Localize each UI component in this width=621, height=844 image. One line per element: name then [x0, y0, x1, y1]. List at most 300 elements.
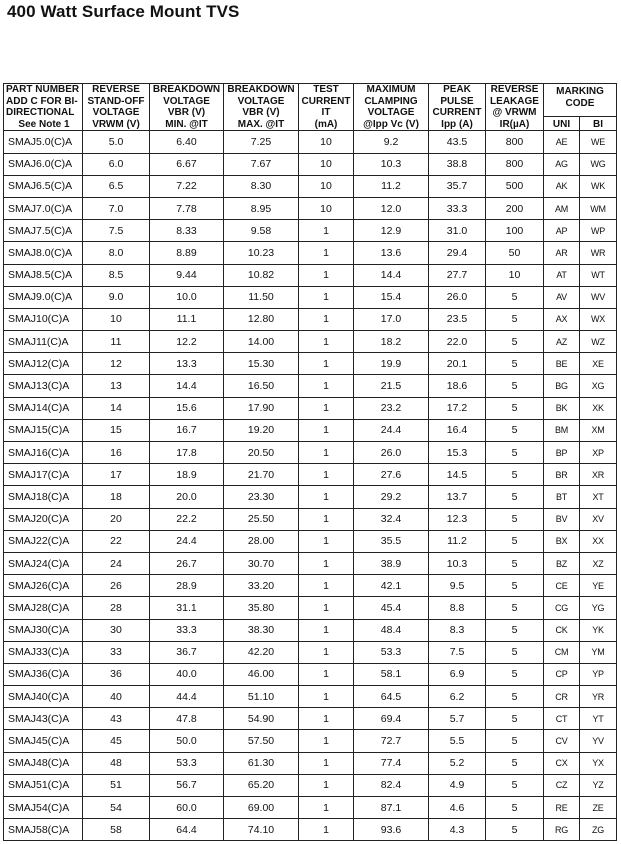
- breakdown-min-cell: 28.9: [150, 575, 224, 597]
- reverse-leakage-cell: 5: [486, 331, 544, 353]
- marking-bi-cell: WV: [580, 286, 617, 308]
- breakdown-min-cell: 22.2: [150, 508, 224, 530]
- marking-bi-cell: WG: [580, 153, 617, 175]
- breakdown-min-cell: 6.67: [150, 153, 224, 175]
- reverse-leakage-cell: 5: [486, 797, 544, 819]
- breakdown-max-cell: 69.00: [224, 797, 299, 819]
- header-line: VOLTAGE: [163, 95, 210, 107]
- test-current-cell: 1: [299, 264, 354, 286]
- peak-pulse-current-cell: 33.3: [429, 197, 486, 219]
- breakdown-min-cell: 17.8: [150, 442, 224, 464]
- breakdown-max-cell: 7.25: [224, 131, 299, 153]
- header-line: VRWM (V): [92, 118, 140, 130]
- breakdown-min-cell: 31.1: [150, 597, 224, 619]
- test-current-cell: 1: [299, 641, 354, 663]
- table-body: [4, 131, 617, 841]
- header-line: ADD C FOR BI-: [6, 95, 78, 107]
- reverse-leakage-cell: 10: [486, 264, 544, 286]
- peak-pulse-current-cell: 9.5: [429, 575, 486, 597]
- breakdown-max-cell: 8.95: [224, 197, 299, 219]
- breakdown-max-cell: 65.20: [224, 774, 299, 796]
- peak-pulse-current-cell: 22.0: [429, 331, 486, 353]
- table-row: [4, 308, 617, 330]
- marking-bi-cell: WK: [580, 175, 617, 197]
- clamping-voltage-cell: 14.4: [354, 264, 429, 286]
- marking-uni-cell: AV: [544, 286, 580, 308]
- standoff-voltage-cell: 43: [83, 708, 150, 730]
- test-current-cell: 10: [299, 131, 354, 153]
- test-current-cell: 1: [299, 552, 354, 574]
- clamping-voltage-cell: 38.9: [354, 552, 429, 574]
- marking-bi-cell: XV: [580, 508, 617, 530]
- clamping-voltage-cell: 29.2: [354, 486, 429, 508]
- clamping-voltage-cell: 53.3: [354, 641, 429, 663]
- clamping-voltage-cell: 45.4: [354, 597, 429, 619]
- marking-bi-cell: XP: [580, 442, 617, 464]
- header-marking-code: [544, 84, 617, 117]
- reverse-leakage-cell: 500: [486, 175, 544, 197]
- marking-uni-cell: BX: [544, 530, 580, 552]
- header-line: PART NUMBER: [6, 84, 80, 95]
- marking-bi-cell: XE: [580, 353, 617, 375]
- header-line: CODE: [565, 97, 595, 109]
- standoff-voltage-cell: 13: [83, 375, 150, 397]
- header-line: VOLTAGE: [367, 107, 415, 119]
- header-line: REVERSE: [490, 84, 539, 95]
- part-number-cell: SMAJ6.0(C)A: [4, 153, 83, 175]
- part-number-cell: SMAJ8.5(C)A: [4, 264, 83, 286]
- part-number-cell: SMAJ45(C)A: [4, 730, 83, 752]
- breakdown-min-cell: 16.7: [150, 419, 224, 441]
- clamping-voltage-cell: 23.2: [354, 397, 429, 419]
- part-number-cell: SMAJ36(C)A: [4, 663, 83, 685]
- marking-uni-cell: CT: [544, 708, 580, 730]
- table-row: [4, 663, 617, 685]
- part-number-cell: SMAJ22(C)A: [4, 530, 83, 552]
- test-current-cell: 1: [299, 331, 354, 353]
- peak-pulse-current-cell: 8.8: [429, 597, 486, 619]
- breakdown-max-cell: 42.20: [224, 641, 299, 663]
- breakdown-min-cell: 33.3: [150, 619, 224, 641]
- header-line: MIN. @IT: [165, 118, 208, 130]
- reverse-leakage-cell: 5: [486, 597, 544, 619]
- header-line: MAXIMUM: [366, 84, 416, 95]
- clamping-voltage-cell: 69.4: [354, 708, 429, 730]
- part-number-cell: SMAJ7.0(C)A: [4, 197, 83, 219]
- standoff-voltage-cell: 26: [83, 575, 150, 597]
- clamping-voltage-cell: 27.6: [354, 464, 429, 486]
- peak-pulse-current-cell: 20.1: [429, 353, 486, 375]
- header-breakdown-max: [224, 84, 299, 131]
- marking-uni-cell: RG: [544, 819, 580, 841]
- breakdown-min-cell: 9.44: [150, 264, 224, 286]
- standoff-voltage-cell: 14: [83, 397, 150, 419]
- table-row: [4, 220, 617, 242]
- header-peak-pulse-current: [429, 84, 486, 131]
- standoff-voltage-cell: 58: [83, 819, 150, 841]
- marking-bi-cell: YM: [580, 641, 617, 663]
- peak-pulse-current-cell: 5.2: [429, 752, 486, 774]
- breakdown-max-cell: 28.00: [224, 530, 299, 552]
- peak-pulse-current-cell: 26.0: [429, 286, 486, 308]
- marking-bi-cell: WP: [580, 220, 617, 242]
- standoff-voltage-cell: 30: [83, 619, 150, 641]
- marking-uni-cell: AE: [544, 131, 580, 153]
- part-number-cell: SMAJ12(C)A: [4, 353, 83, 375]
- reverse-leakage-cell: 5: [486, 442, 544, 464]
- tvs-spec-table: [3, 83, 617, 841]
- breakdown-max-cell: 11.50: [224, 286, 299, 308]
- marking-uni-cell: AP: [544, 220, 580, 242]
- standoff-voltage-cell: 7.0: [83, 197, 150, 219]
- test-current-cell: 1: [299, 686, 354, 708]
- clamping-voltage-cell: 93.6: [354, 819, 429, 841]
- breakdown-max-cell: 57.50: [224, 730, 299, 752]
- standoff-voltage-cell: 8.0: [83, 242, 150, 264]
- table-row: [4, 286, 617, 308]
- breakdown-max-cell: 16.50: [224, 375, 299, 397]
- header-line: @ VRWM: [492, 107, 537, 119]
- table-row: [4, 708, 617, 730]
- marking-bi-cell: XK: [580, 397, 617, 419]
- peak-pulse-current-cell: 35.7: [429, 175, 486, 197]
- reverse-leakage-cell: 5: [486, 486, 544, 508]
- standoff-voltage-cell: 6.0: [83, 153, 150, 175]
- table-row: [4, 530, 617, 552]
- standoff-voltage-cell: 28: [83, 597, 150, 619]
- reverse-leakage-cell: 800: [486, 131, 544, 153]
- standoff-voltage-cell: 7.5: [83, 220, 150, 242]
- header-line: Ipp (A): [441, 118, 473, 130]
- part-number-cell: SMAJ8.0(C)A: [4, 242, 83, 264]
- table-row: [4, 486, 617, 508]
- standoff-voltage-cell: 18: [83, 486, 150, 508]
- test-current-cell: 1: [299, 797, 354, 819]
- header-line: See Note 1: [18, 118, 70, 130]
- table-row: [4, 175, 617, 197]
- test-current-cell: 1: [299, 508, 354, 530]
- marking-bi-cell: YT: [580, 708, 617, 730]
- part-number-cell: SMAJ11(C)A: [4, 331, 83, 353]
- page-title: 400 Watt Surface Mount TVS: [7, 2, 240, 21]
- breakdown-max-cell: 17.90: [224, 397, 299, 419]
- clamping-voltage-cell: 17.0: [354, 308, 429, 330]
- peak-pulse-current-cell: 7.5: [429, 641, 486, 663]
- test-current-cell: 1: [299, 575, 354, 597]
- reverse-leakage-cell: 5: [486, 575, 544, 597]
- breakdown-max-cell: 33.20: [224, 575, 299, 597]
- reverse-leakage-cell: 100: [486, 220, 544, 242]
- header-breakdown-min: [150, 84, 224, 131]
- header-line: PULSE: [440, 95, 474, 107]
- table-row: [4, 508, 617, 530]
- test-current-cell: 1: [299, 464, 354, 486]
- test-current-cell: 1: [299, 730, 354, 752]
- table-row: [4, 331, 617, 353]
- standoff-voltage-cell: 54: [83, 797, 150, 819]
- clamping-voltage-cell: 12.9: [354, 220, 429, 242]
- part-number-cell: SMAJ58(C)A: [4, 819, 83, 841]
- breakdown-min-cell: 24.4: [150, 530, 224, 552]
- header-line: (mA): [314, 118, 338, 130]
- table-row: [4, 153, 617, 175]
- part-number-cell: SMAJ14(C)A: [4, 397, 83, 419]
- table-row: [4, 353, 617, 375]
- header-line: CURRENT: [301, 95, 351, 107]
- marking-bi-cell: WT: [580, 264, 617, 286]
- table-row: [4, 752, 617, 774]
- clamping-voltage-cell: 58.1: [354, 663, 429, 685]
- reverse-leakage-cell: 5: [486, 686, 544, 708]
- header-bi: BI: [580, 117, 617, 131]
- peak-pulse-current-cell: 11.2: [429, 530, 486, 552]
- reverse-leakage-cell: 5: [486, 419, 544, 441]
- standoff-voltage-cell: 15: [83, 419, 150, 441]
- breakdown-max-cell: 10.23: [224, 242, 299, 264]
- reverse-leakage-cell: 5: [486, 819, 544, 841]
- breakdown-max-cell: 12.80: [224, 308, 299, 330]
- breakdown-max-cell: 20.50: [224, 442, 299, 464]
- reverse-leakage-cell: 5: [486, 397, 544, 419]
- standoff-voltage-cell: 5.0: [83, 131, 150, 153]
- part-number-cell: SMAJ54(C)A: [4, 797, 83, 819]
- peak-pulse-current-cell: 14.5: [429, 464, 486, 486]
- table-row: [4, 575, 617, 597]
- marking-bi-cell: WM: [580, 197, 617, 219]
- table-row: [4, 730, 617, 752]
- breakdown-max-cell: 54.90: [224, 708, 299, 730]
- table-row: [4, 819, 617, 841]
- breakdown-min-cell: 47.8: [150, 708, 224, 730]
- clamping-voltage-cell: 82.4: [354, 774, 429, 796]
- marking-uni-cell: AX: [544, 308, 580, 330]
- part-number-cell: SMAJ9.0(C)A: [4, 286, 83, 308]
- marking-bi-cell: WE: [580, 131, 617, 153]
- header-line: TEST: [313, 84, 339, 95]
- part-number-cell: SMAJ16(C)A: [4, 442, 83, 464]
- table-row: [4, 797, 617, 819]
- breakdown-min-cell: 13.3: [150, 353, 224, 375]
- breakdown-min-cell: 8.89: [150, 242, 224, 264]
- marking-bi-cell: YG: [580, 597, 617, 619]
- header-line: VBR (V): [242, 107, 280, 119]
- peak-pulse-current-cell: 29.4: [429, 242, 486, 264]
- reverse-leakage-cell: 5: [486, 552, 544, 574]
- breakdown-max-cell: 19.20: [224, 419, 299, 441]
- marking-bi-cell: ZG: [580, 819, 617, 841]
- test-current-cell: 1: [299, 819, 354, 841]
- marking-uni-cell: BK: [544, 397, 580, 419]
- test-current-cell: 1: [299, 708, 354, 730]
- reverse-leakage-cell: 5: [486, 308, 544, 330]
- clamping-voltage-cell: 9.2: [354, 131, 429, 153]
- table-row: [4, 686, 617, 708]
- peak-pulse-current-cell: 13.7: [429, 486, 486, 508]
- reverse-leakage-cell: 800: [486, 153, 544, 175]
- breakdown-max-cell: 25.50: [224, 508, 299, 530]
- table-row: [4, 242, 617, 264]
- part-number-cell: SMAJ13(C)A: [4, 375, 83, 397]
- reverse-leakage-cell: 5: [486, 530, 544, 552]
- header-line: VOLTAGE: [92, 107, 140, 119]
- peak-pulse-current-cell: 4.6: [429, 797, 486, 819]
- peak-pulse-current-cell: 6.2: [429, 686, 486, 708]
- marking-bi-cell: YE: [580, 575, 617, 597]
- reverse-leakage-cell: 5: [486, 286, 544, 308]
- breakdown-max-cell: 8.30: [224, 175, 299, 197]
- header-part-number: [4, 84, 83, 131]
- table-row: [4, 464, 617, 486]
- clamping-voltage-cell: 42.1: [354, 575, 429, 597]
- test-current-cell: 1: [299, 486, 354, 508]
- breakdown-min-cell: 60.0: [150, 797, 224, 819]
- breakdown-max-cell: 14.00: [224, 331, 299, 353]
- header-line: VBR (V): [167, 107, 206, 119]
- breakdown-max-cell: 7.67: [224, 153, 299, 175]
- standoff-voltage-cell: 48: [83, 752, 150, 774]
- part-number-cell: SMAJ18(C)A: [4, 486, 83, 508]
- clamping-voltage-cell: 87.1: [354, 797, 429, 819]
- table-row: [4, 397, 617, 419]
- part-number-cell: SMAJ51(C)A: [4, 774, 83, 796]
- reverse-leakage-cell: 5: [486, 619, 544, 641]
- reverse-leakage-cell: 5: [486, 641, 544, 663]
- breakdown-min-cell: 64.4: [150, 819, 224, 841]
- peak-pulse-current-cell: 8.3: [429, 619, 486, 641]
- part-number-cell: SMAJ10(C)A: [4, 308, 83, 330]
- header-uni: UNI: [544, 117, 580, 131]
- peak-pulse-current-cell: 5.7: [429, 708, 486, 730]
- marking-uni-cell: BE: [544, 353, 580, 375]
- test-current-cell: 1: [299, 353, 354, 375]
- header-line: DIRECTIONAL: [6, 107, 75, 119]
- marking-uni-cell: AR: [544, 242, 580, 264]
- breakdown-min-cell: 20.0: [150, 486, 224, 508]
- peak-pulse-current-cell: 23.5: [429, 308, 486, 330]
- marking-uni-cell: AT: [544, 264, 580, 286]
- test-current-cell: 1: [299, 397, 354, 419]
- reverse-leakage-cell: 5: [486, 353, 544, 375]
- marking-bi-cell: XG: [580, 375, 617, 397]
- clamping-voltage-cell: 13.6: [354, 242, 429, 264]
- peak-pulse-current-cell: 4.9: [429, 774, 486, 796]
- part-number-cell: SMAJ33(C)A: [4, 641, 83, 663]
- header-line: CURRENT: [432, 107, 482, 119]
- test-current-cell: 1: [299, 220, 354, 242]
- header-line: BREAKDOWN: [152, 84, 221, 95]
- table-row: [4, 419, 617, 441]
- breakdown-max-cell: 51.10: [224, 686, 299, 708]
- part-number-cell: SMAJ7.5(C)A: [4, 220, 83, 242]
- clamping-voltage-cell: 15.4: [354, 286, 429, 308]
- part-number-cell: SMAJ15(C)A: [4, 419, 83, 441]
- header-line: MARKING: [556, 86, 604, 97]
- breakdown-max-cell: 30.70: [224, 552, 299, 574]
- marking-bi-cell: XR: [580, 464, 617, 486]
- test-current-cell: 10: [299, 197, 354, 219]
- standoff-voltage-cell: 24: [83, 552, 150, 574]
- marking-uni-cell: BP: [544, 442, 580, 464]
- reverse-leakage-cell: 5: [486, 508, 544, 530]
- breakdown-min-cell: 40.0: [150, 663, 224, 685]
- breakdown-min-cell: 7.78: [150, 197, 224, 219]
- test-current-cell: 1: [299, 597, 354, 619]
- clamping-voltage-cell: 26.0: [354, 442, 429, 464]
- header-line: REVERSE: [92, 84, 140, 95]
- part-number-cell: SMAJ5.0(C)A: [4, 131, 83, 153]
- clamping-voltage-cell: 77.4: [354, 752, 429, 774]
- peak-pulse-current-cell: 10.3: [429, 552, 486, 574]
- breakdown-min-cell: 44.4: [150, 686, 224, 708]
- breakdown-min-cell: 50.0: [150, 730, 224, 752]
- reverse-leakage-cell: 5: [486, 774, 544, 796]
- part-number-cell: SMAJ43(C)A: [4, 708, 83, 730]
- header-line: VOLTAGE: [237, 95, 285, 107]
- clamping-voltage-cell: 19.9: [354, 353, 429, 375]
- breakdown-max-cell: 46.00: [224, 663, 299, 685]
- breakdown-min-cell: 53.3: [150, 752, 224, 774]
- breakdown-max-cell: 23.30: [224, 486, 299, 508]
- test-current-cell: 1: [299, 442, 354, 464]
- marking-uni-cell: CV: [544, 730, 580, 752]
- table-row: [4, 131, 617, 153]
- reverse-leakage-cell: 200: [486, 197, 544, 219]
- breakdown-max-cell: 74.10: [224, 819, 299, 841]
- reverse-leakage-cell: 5: [486, 663, 544, 685]
- table-row: [4, 619, 617, 641]
- marking-bi-cell: WX: [580, 308, 617, 330]
- breakdown-max-cell: 10.82: [224, 264, 299, 286]
- marking-bi-cell: YZ: [580, 774, 617, 796]
- clamping-voltage-cell: 35.5: [354, 530, 429, 552]
- breakdown-min-cell: 14.4: [150, 375, 224, 397]
- header-line: MAX. @IT: [237, 118, 285, 130]
- peak-pulse-current-cell: 4.3: [429, 819, 486, 841]
- table-row: [4, 641, 617, 663]
- peak-pulse-current-cell: 16.4: [429, 419, 486, 441]
- standoff-voltage-cell: 9.0: [83, 286, 150, 308]
- reverse-leakage-cell: 5: [486, 375, 544, 397]
- table-row: [4, 197, 617, 219]
- part-number-cell: SMAJ40(C)A: [4, 686, 83, 708]
- peak-pulse-current-cell: 17.2: [429, 397, 486, 419]
- table-row: [4, 442, 617, 464]
- marking-bi-cell: YX: [580, 752, 617, 774]
- breakdown-min-cell: 8.33: [150, 220, 224, 242]
- table-row: [4, 552, 617, 574]
- marking-uni-cell: AK: [544, 175, 580, 197]
- clamping-voltage-cell: 32.4: [354, 508, 429, 530]
- header-clamping-voltage: [354, 84, 429, 131]
- part-number-cell: SMAJ17(C)A: [4, 464, 83, 486]
- peak-pulse-current-cell: 5.5: [429, 730, 486, 752]
- breakdown-max-cell: 38.30: [224, 619, 299, 641]
- standoff-voltage-cell: 40: [83, 686, 150, 708]
- peak-pulse-current-cell: 27.7: [429, 264, 486, 286]
- standoff-voltage-cell: 8.5: [83, 264, 150, 286]
- peak-pulse-current-cell: 18.6: [429, 375, 486, 397]
- test-current-cell: 10: [299, 153, 354, 175]
- header-line: CLAMPING: [364, 95, 418, 107]
- part-number-cell: SMAJ20(C)A: [4, 508, 83, 530]
- clamping-voltage-cell: 64.5: [354, 686, 429, 708]
- peak-pulse-current-cell: 12.3: [429, 508, 486, 530]
- marking-uni-cell: CK: [544, 619, 580, 641]
- standoff-voltage-cell: 33: [83, 641, 150, 663]
- test-current-cell: 1: [299, 663, 354, 685]
- standoff-voltage-cell: 45: [83, 730, 150, 752]
- clamping-voltage-cell: 48.4: [354, 619, 429, 641]
